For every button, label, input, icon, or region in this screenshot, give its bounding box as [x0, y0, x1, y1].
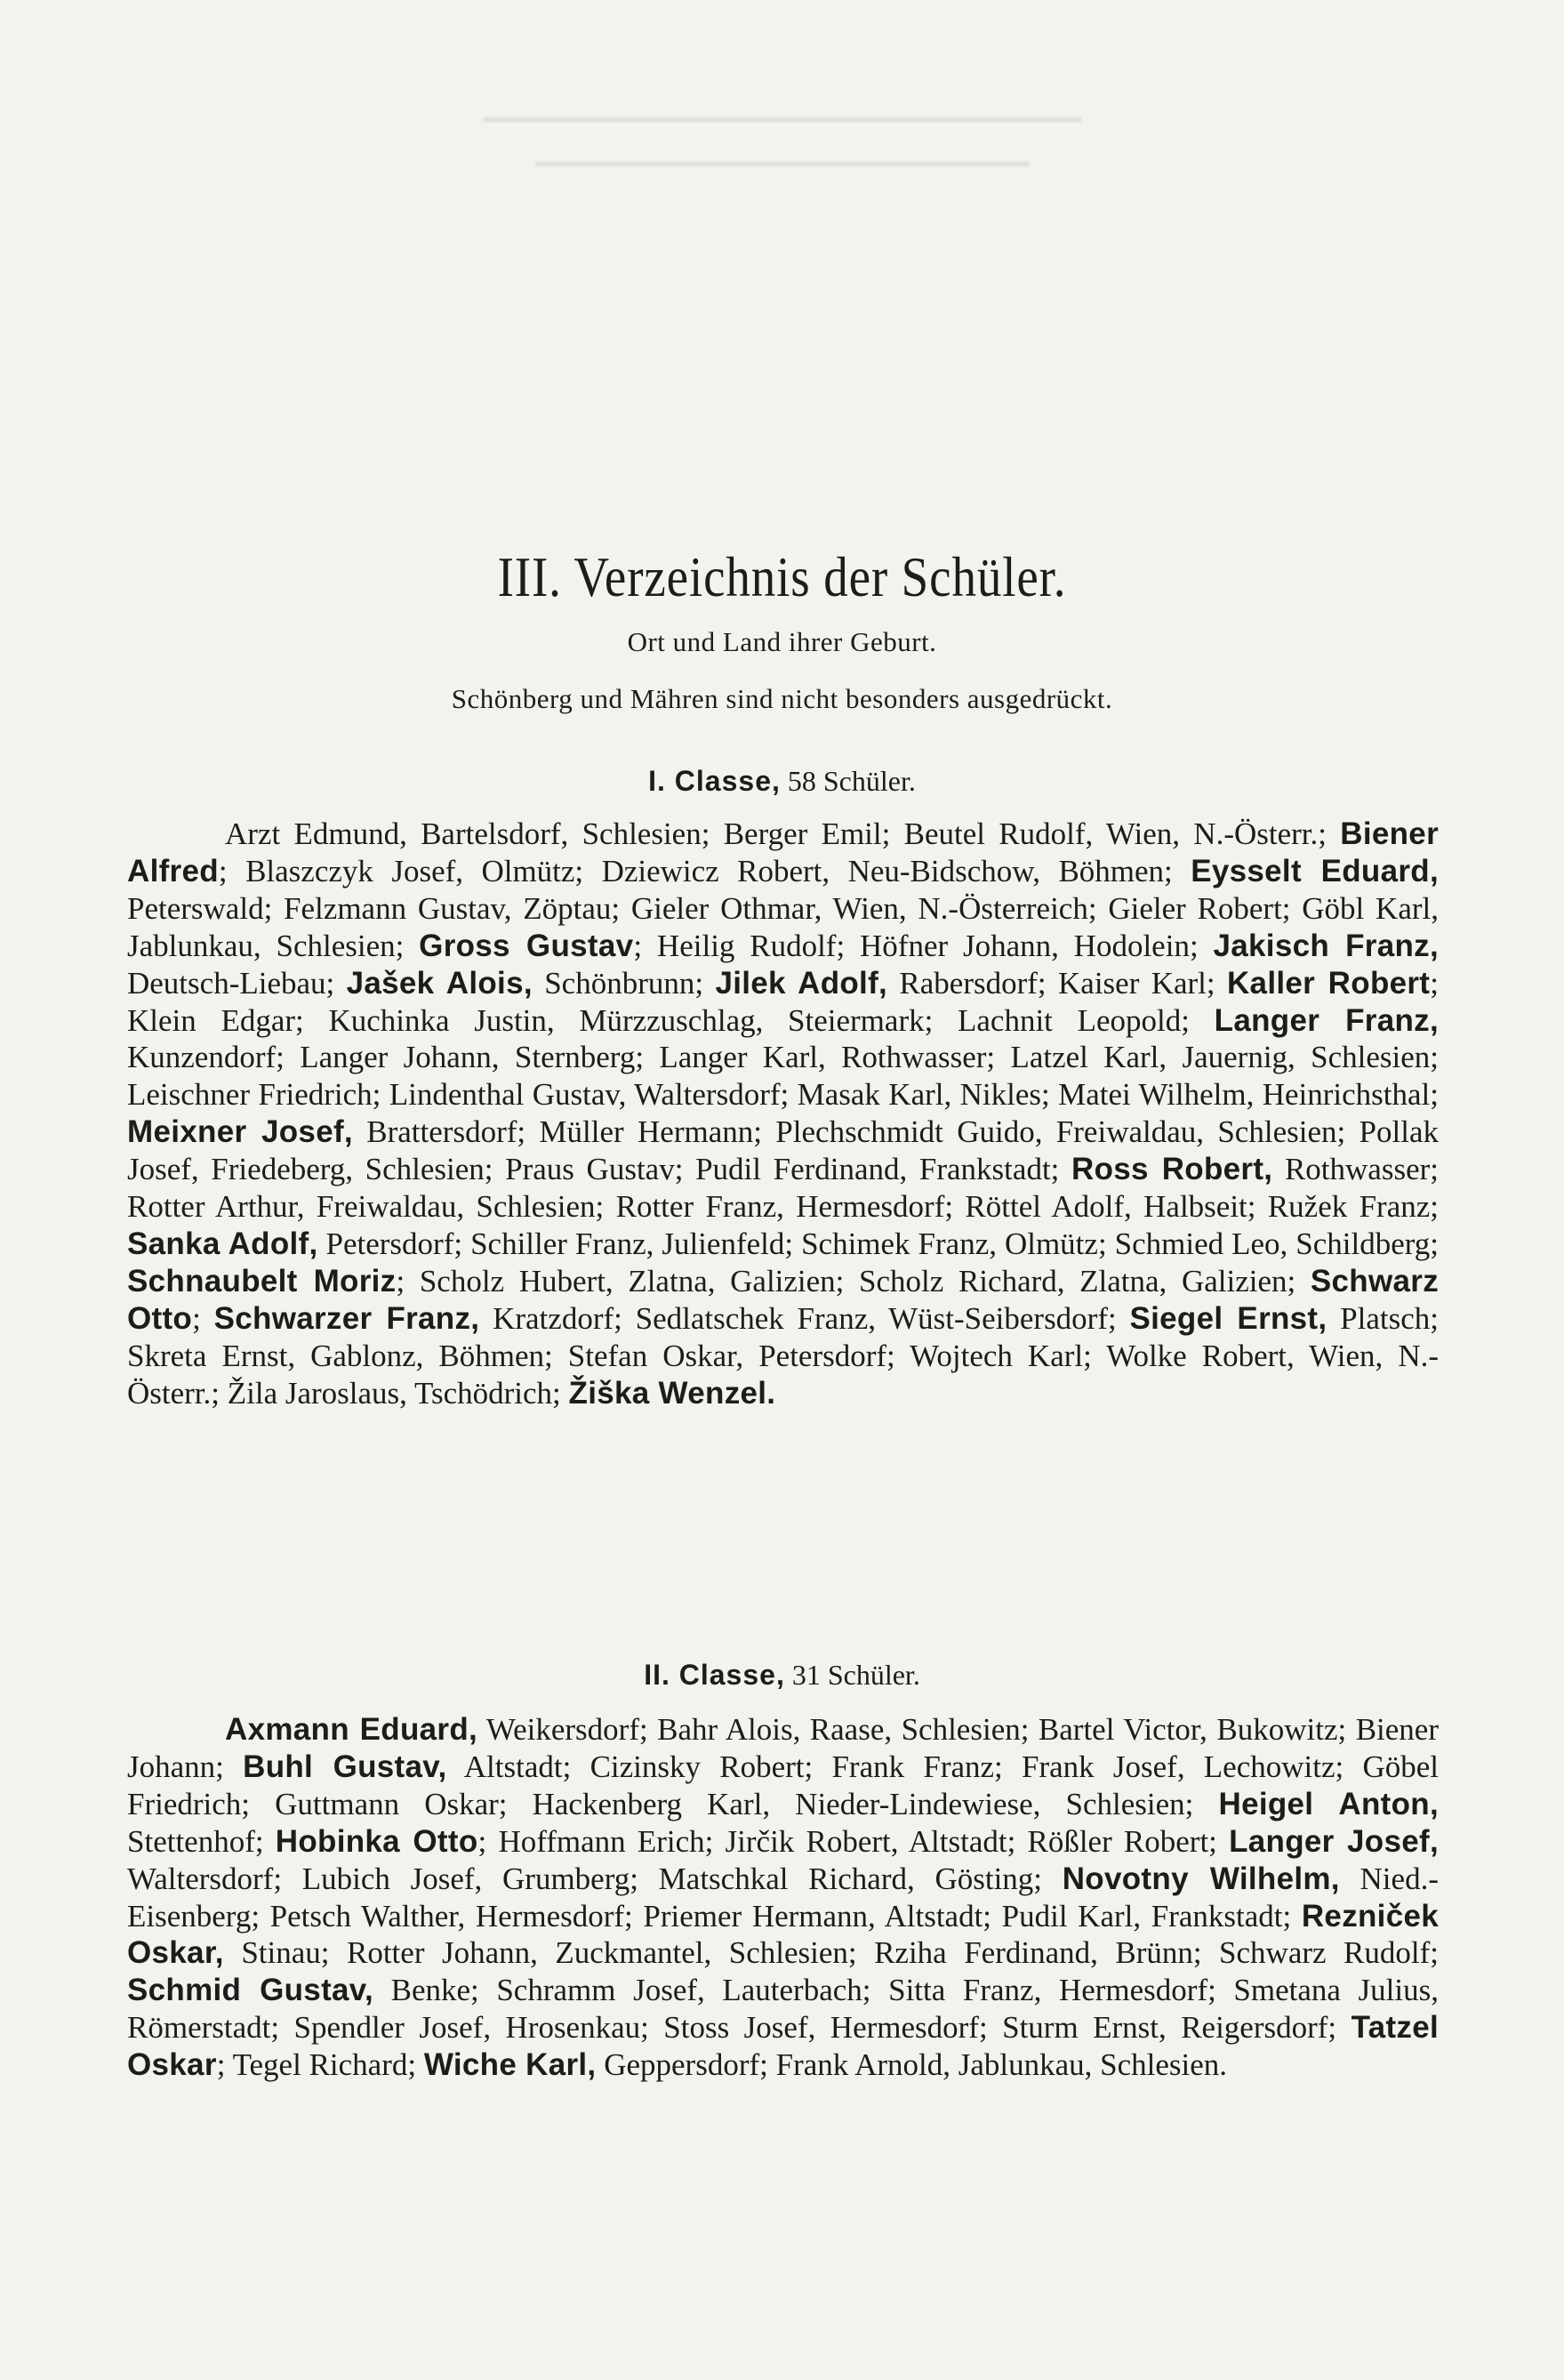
highlighted-student-name: Žiška Wenzel. [568, 1375, 776, 1411]
highlighted-student-name: Langer Franz, [1214, 1002, 1439, 1038]
highlighted-student-name: Schmid Gustav, [127, 1973, 373, 2008]
class-2-heading [0, 1659, 1564, 1692]
student-entry-text: ; Hoffmann Erich; Jirčik Robert, Altstadt; Rößler Robert; [477, 1823, 1230, 1859]
student-entry-text: Petersdorf; Schiller Franz, Julienfeld; Schimek Franz, Olmütz; Schmied Leo, Schildberg; [317, 1226, 1439, 1261]
section-title: III. Verzeichnis der Schüler. [497, 545, 1067, 608]
highlighted-student-name: Schwarzer Franz, [213, 1300, 480, 1336]
student-entry-text: Nied.-Eisenberg; Petsch Walther, Hermesdorf; Priemer Hermann, Altstadt; Pudil Karl, Frankstadt; [127, 1861, 1439, 1934]
bleed-through-shadow: ▔▔▔▔▔▔▔▔▔▔▔▔▔▔▔▔▔▔▔ [535, 164, 1030, 201]
highlighted-student-name: Tatzel Oskar [127, 2010, 1439, 2083]
student-entry-text: ; Heilig Rudolf; Höfner Johann, Hodolein; [633, 928, 1214, 963]
class-2-count: 31 Schüler. [791, 1659, 920, 1691]
subtitle-birthplace: Ort und Land ihrer Geburt. [627, 626, 937, 657]
student-entry-text: Weikersdorf; Bahr Alois, Raase, Schlesien; Bartel Victor, Bukowitz; Biener Johann; [127, 1712, 1439, 1784]
highlighted-student-name: Axmann Eduard, [225, 1712, 478, 1747]
highlighted-student-name: Sanka Adolf, [127, 1226, 318, 1261]
student-entry-text: Beutel Rudolf, Wien, N.-Österr.; [903, 816, 1341, 851]
class-1-student-list [127, 816, 1439, 1412]
class-2-label: II. Classe, [644, 1659, 785, 1691]
highlighted-student-name: Jilek Adolf, [715, 965, 888, 1001]
student-entry-text: Stinau; Rotter Johann, Zuckmantel, Schlesien; Rziha Ferdinand, Brünn; Schwarz Rudolf; [223, 1935, 1439, 1971]
highlighted-student-name: Jakisch Franz, [1213, 928, 1439, 963]
student-entry-text: Benke; Schramm Josef, Lauterbach; Sitta Franz, Hermesdorf; Smetana Julius, Römerstadt; Spendler Josef, Hrosenkau; Stoss Josef, Hermesdorf; Sturm Ernst, Reigersdorf; [127, 1973, 1439, 2046]
student-entry-text: Arzt Edmund, Bartelsdorf, Schlesien; [225, 816, 724, 851]
highlighted-student-name: Wiche Karl, [423, 2047, 597, 2083]
class-1-count: 58 Schüler. [787, 765, 916, 797]
class-2-student-list [127, 1711, 1439, 2084]
student-entry-text: Brattersdorf; Müller Hermann; Plechschmidt Guido, Freiwaldau, Schlesien; Pollak Josef, Friedeberg, Schlesien; Praus Gustav; Pudil Ferdinand, Frankstadt; [127, 1114, 1439, 1187]
student-entry-text: Stettenhof; [127, 1823, 276, 1859]
class-1-label: I. Classe, [648, 765, 781, 797]
highlighted-student-name: Langer Josef, [1229, 1823, 1439, 1859]
student-entry-text: Altstadt; Cizinsky Robert; Frank Franz; Frank Josef, Lechowitz; Göbel Friedrich; Guttmann Oskar; Hackenberg Karl, Nieder-Lindewiese, Schlesien; [127, 1749, 1439, 1821]
student-entry-text: ; [192, 1300, 214, 1336]
student-entry-text: Rothwasser; Rotter Arthur, Freiwaldau, Schlesien; Rotter Franz, Hermesdorf; Röttel Adolf, Halbseit; Ružek Franz; [127, 1152, 1439, 1225]
student-entry-text: Schönbrunn; [532, 965, 716, 1001]
student-entry-text: Waltersdorf; Lubich Josef, Grumberg; Matschkal Richard, Gösting; [127, 1861, 1063, 1896]
student-entry-text: ; Scholz Hubert, Zlatna, Galizien; Scholz Richard, Zlatna, Galizien; [396, 1263, 1311, 1299]
student-entry-text: Berger Emil; [723, 816, 904, 851]
highlighted-student-name: Eysselt Eduard, [1191, 853, 1439, 888]
highlighted-student-name: Schwarz Otto [127, 1263, 1439, 1336]
highlighted-student-name: Jašek Alois, [346, 965, 533, 1001]
student-entry-text: Geppersdorf; Frank Arnold, Jablunkau, Schlesien. [596, 2047, 1228, 2083]
highlighted-student-name: Novotny Wilhelm, [1062, 1861, 1340, 1896]
student-entry-text: ; Tegel Richard; [216, 2047, 424, 2083]
highlighted-student-name: Biener Alfred [127, 816, 1439, 888]
highlighted-student-name: Siegel Ernst, [1129, 1300, 1327, 1336]
student-entry-text: Kunzendorf; Langer Johann, Sternberg; Langer Karl, Rothwasser; Latzel Karl, Jauernig, Schlesien; Leischner Friedrich; Lindenthal Gustav, Waltersdorf; Masak Karl, Nikles; Matei Wilhelm, Heinrichsthal; [127, 1040, 1439, 1113]
highlighted-student-name: Schnaubelt Moriz [127, 1263, 397, 1299]
highlighted-student-name: Meixner Josef, [127, 1114, 353, 1150]
highlighted-student-name: Heigel Anton, [1218, 1786, 1440, 1821]
student-entry-text: ; Klein Edgar; Kuchinka Justin, Mürzzuschlag, Steiermark; Lachnit Leopold; [127, 965, 1439, 1038]
highlighted-student-name: Kaller Robert [1226, 965, 1431, 1001]
student-entry-text: Peterswald; Felzmann Gustav, Zöptau; Gieler Othmar, Wien, N.-Österreich; Gieler Robert; Göbl Karl, Jablunkau, Schlesien; [127, 890, 1439, 963]
student-entry-text: Rabersdorf; Kaiser Karl; [887, 965, 1227, 1001]
student-entry-text: Platsch; Skreta Ernst, Gablonz, Böhmen; Stefan Oskar, Petersdorf; Wojtech Karl; Wolke Robert, Wien, N.-Österr.; Žila Jaroslaus, Tschödrich; [127, 1300, 1440, 1411]
class-1-heading [0, 765, 1564, 798]
highlighted-student-name: Rezniček Oskar, [127, 1898, 1439, 1971]
student-entry-text: Deutsch-Liebau; [127, 965, 347, 1001]
bleed-through-shadow: ▔▔▔▔▔▔▔▔▔▔▔▔▔▔▔▔▔▔▔▔▔▔▔ [483, 119, 1082, 157]
highlighted-student-name: Ross Robert, [1071, 1152, 1273, 1187]
student-entry-text: Kratzdorf; Sedlatschek Franz, Wüst-Seibersdorf; [479, 1300, 1130, 1336]
subtitle-note: Schönberg und Mähren sind nicht besonders ausgedrückt. [451, 683, 1113, 714]
student-entry-text: ; Blaszczyk Josef, Olmütz; Dziewicz Robert, Neu-Bidschow, Böhmen; [218, 853, 1191, 888]
highlighted-student-name: Hobinka Otto [275, 1823, 478, 1859]
highlighted-student-name: Gross Gustav [419, 928, 634, 963]
highlighted-student-name: Buhl Gustav, [243, 1749, 447, 1784]
